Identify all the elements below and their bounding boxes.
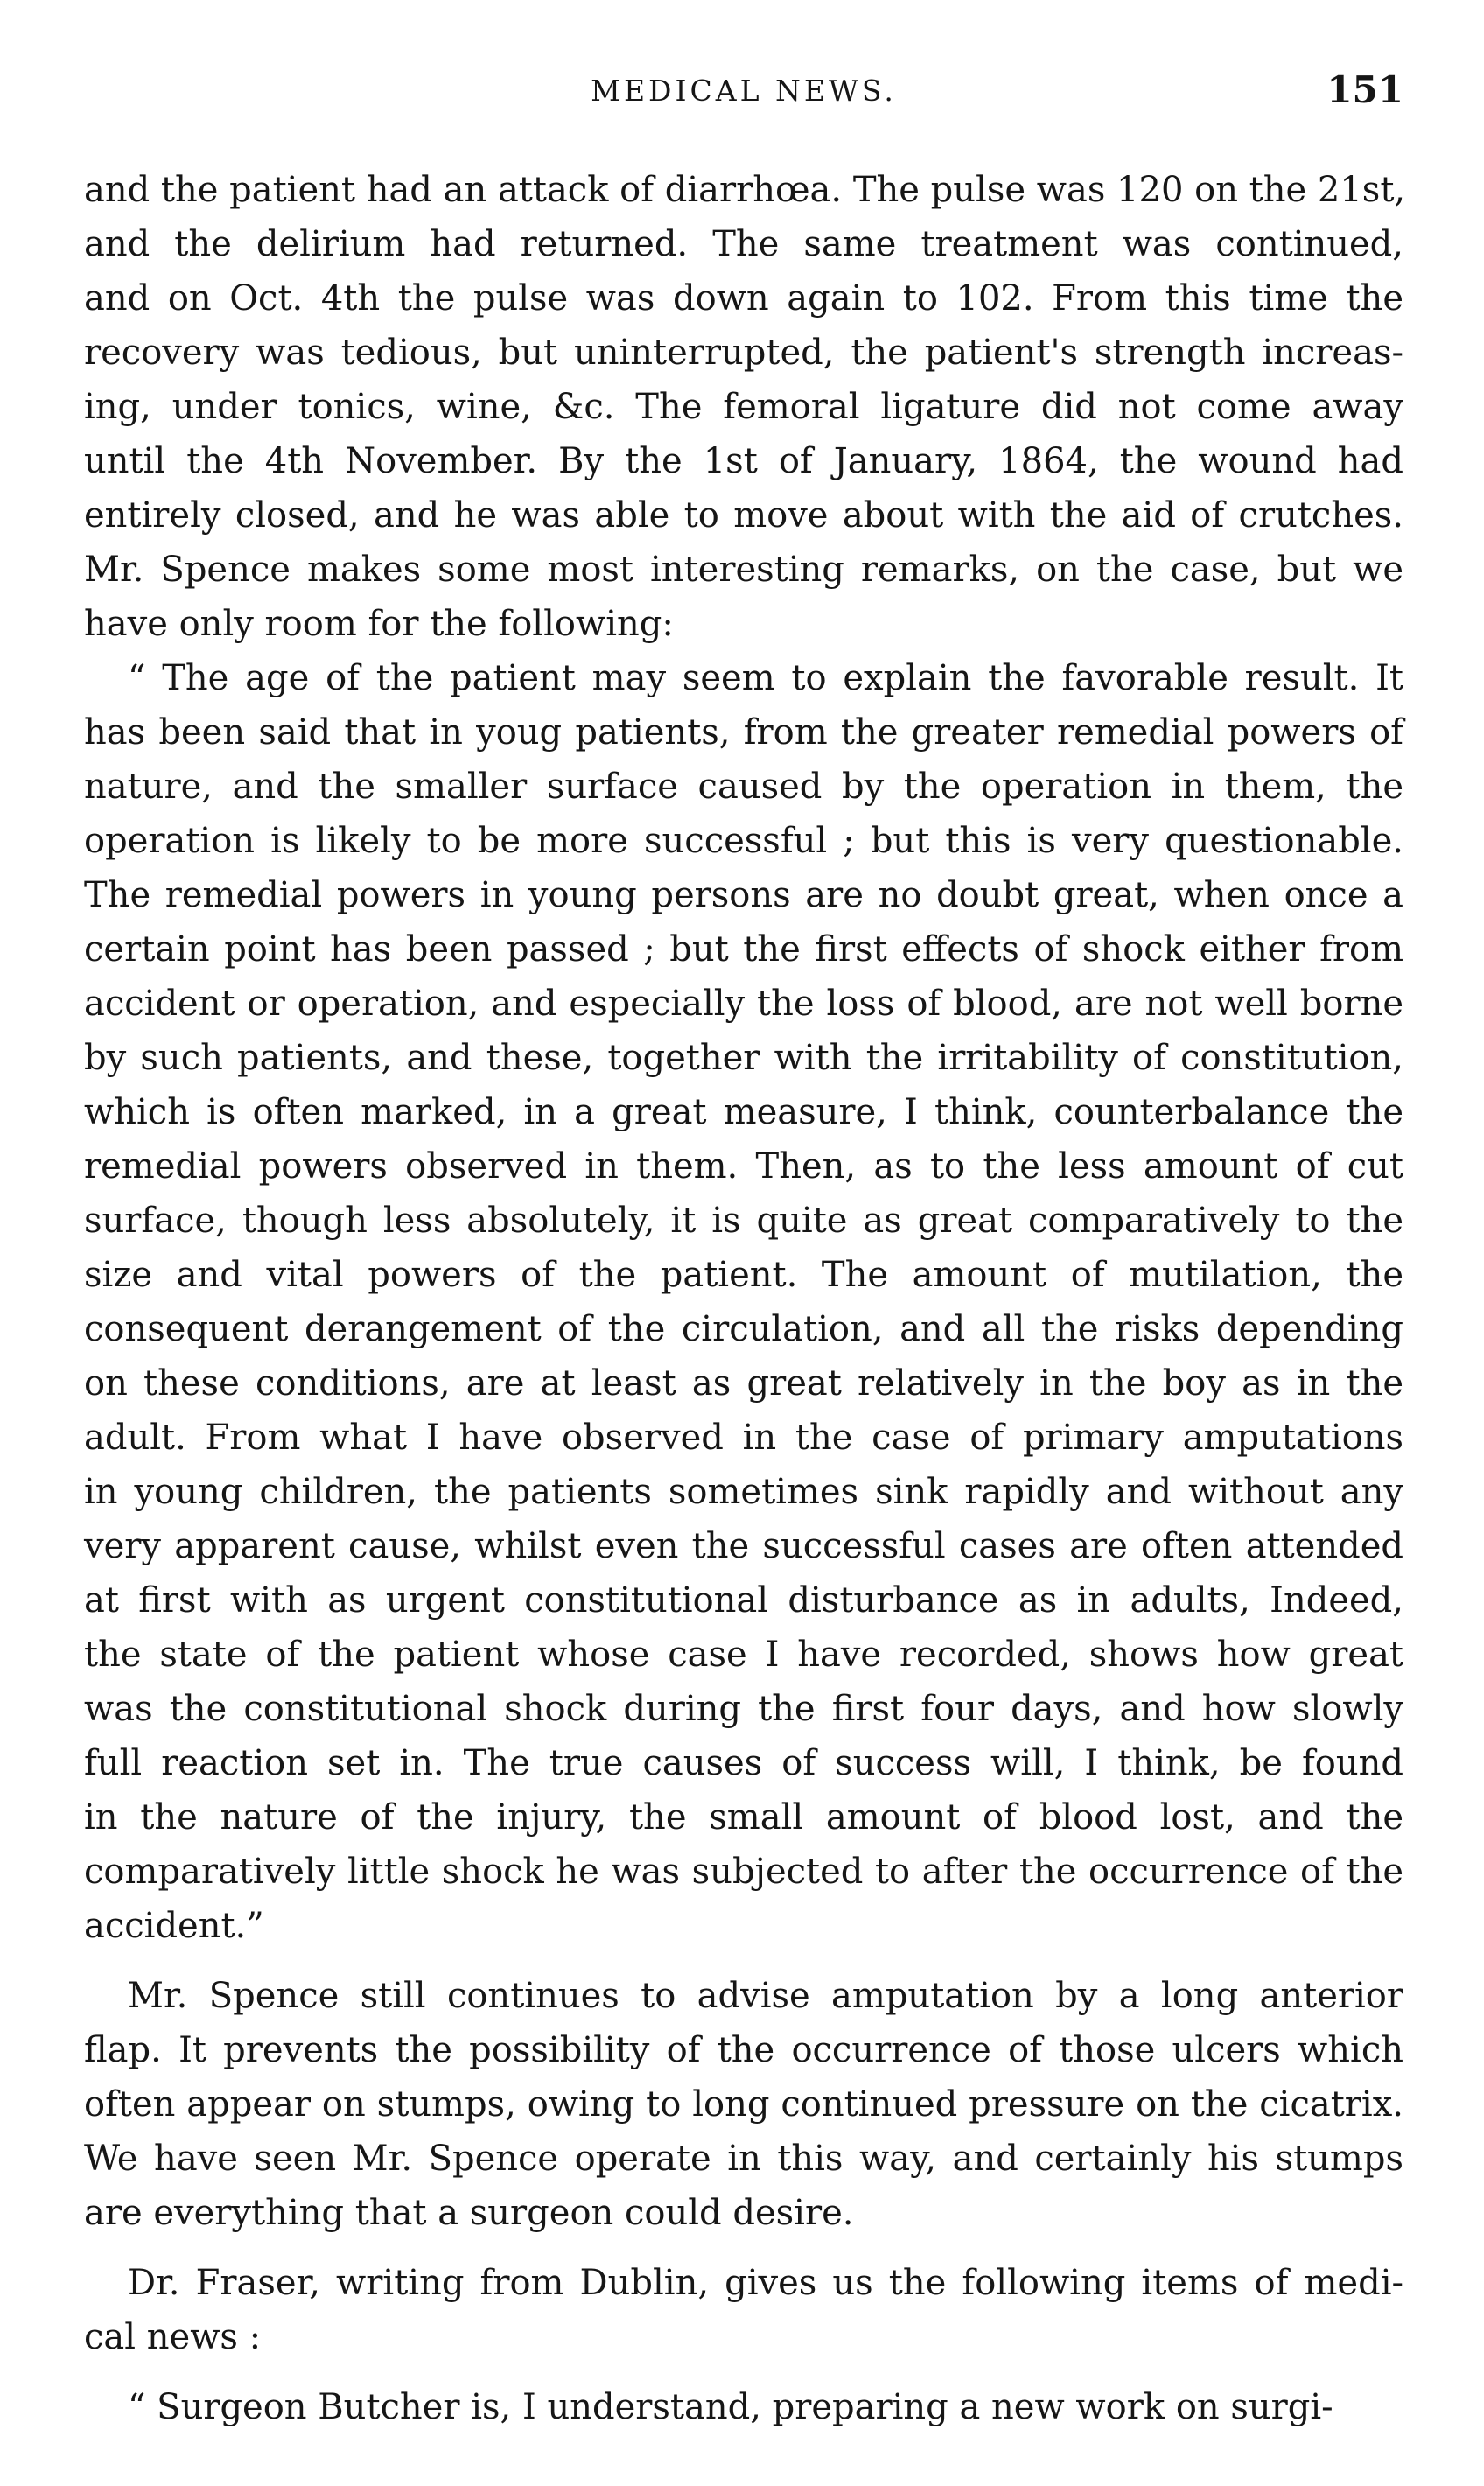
text-line: size and vital powers of the patient. The amount of mutilation, the <box>84 1255 1404 1295</box>
paragraph <box>84 163 1404 651</box>
text-line: The remedial powers in young persons are no doubt great, when once a <box>84 875 1404 915</box>
text-line: until the 4th November. By the 1st of January, 1864, the wound had <box>84 441 1404 481</box>
text-line: by such patients, and these, together with the irritability of constitution, <box>84 1038 1404 1078</box>
running-title: MEDICAL NEWS. <box>591 74 897 108</box>
paragraph <box>84 1969 1404 2240</box>
text-line: flap. It prevents the possibility of the occurrence of those ulcers which <box>84 2030 1404 2070</box>
text-line: Mr. Spence still continues to advise amputation by a long anterior <box>128 1976 1404 2016</box>
text-line: very apparent cause, whilst even the successful cases are often attended <box>84 1526 1404 1566</box>
text-line: and the patient had an attack of diarrhœa. The pulse was 120 on the 21st, <box>84 170 1406 210</box>
running-header <box>84 68 1404 121</box>
text-line: on these conditions, are at least as great relatively in the boy as in the <box>84 1363 1404 1404</box>
text-line: have only room for the following: <box>84 604 674 644</box>
text-line: and the delirium had returned. The same treatment was continued, <box>84 224 1404 264</box>
text-line: remedial powers observed in them. Then, as to the less amount of cut <box>84 1146 1404 1187</box>
text-line: full reaction set in. The true causes of success will, I think, be found <box>84 1743 1404 1783</box>
text-line: the state of the patient whose case I have recorded, shows how great <box>84 1635 1404 1675</box>
text-line: comparatively little shock he was subjected to after the occurrence of the <box>84 1852 1404 1892</box>
text-line: in young children, the patients sometimes sink rapidly and without any <box>84 1472 1404 1512</box>
text-line: recovery was tedious, but uninterrupted, the patient's strength increas- <box>84 333 1404 373</box>
text-line: certain point has been passed ; but the first effects of shock either from <box>84 929 1404 970</box>
text-line: nature, and the smaller surface caused by the operation in them, the <box>84 767 1404 807</box>
text-line: We have seen Mr. Spence operate in this way, and certainly his stumps <box>84 2139 1404 2179</box>
text-line: in the nature of the injury, the small amount of blood lost, and the <box>84 1797 1404 1838</box>
text-line: consequent derangement of the circulation, and all the risks depending <box>84 1309 1404 1349</box>
text-line: has been said that in youg patients, from the greater remedial powers of <box>84 712 1404 753</box>
paragraph <box>84 651 1404 1953</box>
text-line: at first with as urgent constitutional disturbance as in adults, Indeed, <box>84 1580 1404 1621</box>
text-line: accident.” <box>84 1906 264 1946</box>
text-line: ing, under tonics, wine, &c. The femoral ligature did not come away <box>84 387 1404 427</box>
text-line: “ Surgeon Butcher is, I understand, preparing a new work on surgi- <box>128 2387 1334 2427</box>
text-line: adult. From what I have observed in the case of primary amputations <box>84 1418 1404 1458</box>
text-line: operation is likely to be more successful ; but this is very questionable. <box>84 821 1404 861</box>
page-number: 151 <box>1326 68 1404 111</box>
paragraph <box>84 2256 1404 2364</box>
text-line: was the constitutional shock during the first four days, and how slowly <box>84 1689 1404 1729</box>
text-line: Dr. Fraser, writing from Dublin, gives us the following items of medi- <box>128 2263 1404 2303</box>
text-line: and on Oct. 4th the pulse was down again to 102. From this time the <box>84 278 1404 319</box>
text-line: accident or operation, and especially the loss of blood, are not well borne <box>84 984 1404 1024</box>
body-text <box>84 163 1404 2434</box>
paragraph-gap <box>84 2240 1404 2256</box>
text-line: entirely closed, and he was able to move about with the aid of crutches. <box>84 495 1404 536</box>
paragraph <box>84 2380 1404 2434</box>
text-line: cal news : <box>84 2317 262 2357</box>
paragraph-gap <box>84 1953 1404 1969</box>
text-line: often appear on stumps, owing to long continued pressure on the cicatrix. <box>84 2084 1404 2125</box>
text-line: which is often marked, in a great measure, I think, counterbalance the <box>84 1092 1404 1132</box>
paragraph-gap <box>84 2364 1404 2380</box>
text-line: “ The age of the patient may seem to explain the favorable result. It <box>128 658 1404 698</box>
text-line: Mr. Spence makes some most interesting remarks, on the case, but we <box>84 550 1404 590</box>
text-line: are everything that a surgeon could desire. <box>84 2193 854 2233</box>
text-line: surface, though less absolutely, it is quite as great comparatively to the <box>84 1201 1404 1241</box>
